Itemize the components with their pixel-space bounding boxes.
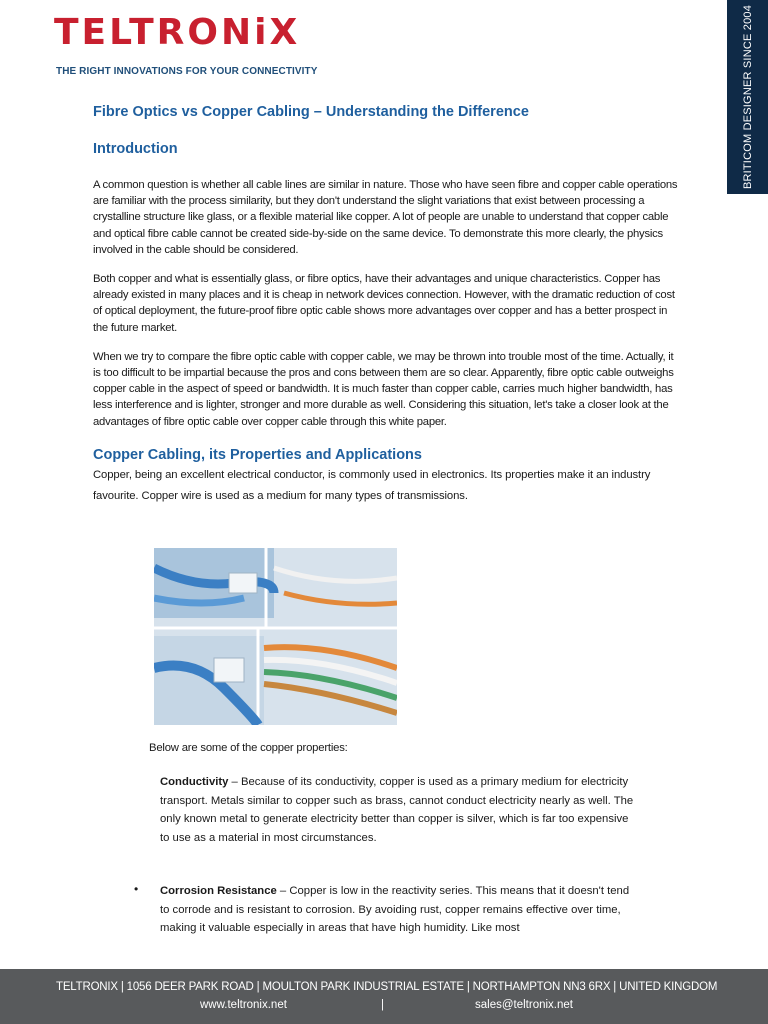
cable-illustration: [154, 548, 397, 725]
copper-heading: Copper Cabling, its Properties and Applications: [93, 446, 422, 463]
property-term: Conductivity: [160, 776, 229, 788]
copper-paragraph: Copper, being an excellent electrical conductor, is commonly used in electronics. Its properties make it an industry favourite. Copper wire is used as a medium for many types of transmissions.: [93, 468, 651, 502]
property-term: Corrosion Resistance: [160, 885, 277, 897]
side-tab-label: BRITICOM DESIGNER SINCE 2004: [741, 4, 754, 190]
property-text: – Copper is low in the reactivity series. This means that it doesn't tend to corrode and is resistant to corrosion. By avoiding rust, copper remains effective over time, making it valuable especially in areas that have high humidity. Like most: [160, 885, 630, 934]
side-tab: [727, 0, 768, 194]
paragraph: A common question is whether all cable lines are similar in nature. Those who have seen fibre and copper cable operations are familiar with the process similarity, but they don't understand the slight variations that exist between processing a crystalline structure like glass, or a flexible material like copper. A lot of people are unable to understand that copper cable and optical fibre cable cannot be created side-by-side on the same device. To demonstrate this more clearly, the physics involved in the cable should be considered.: [93, 179, 678, 256]
footer-separator: |: [381, 999, 384, 1011]
footer-email-link[interactable]: sales@teltronix.net: [475, 999, 573, 1011]
list-intro: Below are some of the copper properties:: [149, 742, 348, 754]
bullet-icon: •: [134, 882, 139, 896]
company-logo: TELTRONiX: [54, 12, 301, 53]
footer-website-link[interactable]: www.teltronix.net: [200, 999, 287, 1011]
paragraph: When we try to compare the fibre optic cable with copper cable, we may be thrown into trouble most of the time. Actually, it is too difficult to be impartial because the pros and cons between them are so clear. Apparently, fibre optic cable outweighs copper cable in the aspect of speed or bandwidth. It is much faster than copper cable, carries much higher bandwidth, has less interference and is lighter, stronger and more durable as well. Considering this situation, let's take a closer look at the advantages of fibre optic cable over copper cable through this white paper.: [93, 350, 674, 428]
intro-heading: Introduction: [93, 141, 178, 157]
document-body: [93, 104, 683, 507]
property-corrosion: [160, 882, 640, 938]
footer: [0, 969, 768, 1024]
property-text: – Because of its conductivity, copper is used as a primary medium for electricity transport. Metals similar to copper such as brass, cannot conduct electricity nearly as well. The only known metal to generate electricity better than copper is silver, which is far too expensive to use as a material in most circumstances.: [160, 776, 634, 844]
property-conductivity: [160, 773, 640, 847]
tagline: THE RIGHT INNOVATIONS FOR YOUR CONNECTIVITY: [56, 66, 318, 77]
document-title: Fibre Optics vs Copper Cabling – Understanding the Difference: [93, 104, 529, 120]
paragraph: Both copper and what is essentially glass, or fibre optics, have their advantages and unique characteristics. Copper has already existed in many places and it is cheap in network devices connection. However, with the dramatic reduction of cost of optical deployment, the future-proof fibre optic cable shows more advantages over copper and has a better prospect in the future market.: [93, 273, 675, 334]
cable-photo: [154, 548, 397, 725]
footer-address: TELTRONIX | 1056 DEER PARK ROAD | MOULTON PARK INDUSTRIAL ESTATE | NORTHAMPTON NN3 6RX | UNITED KINGDOM: [56, 981, 718, 993]
